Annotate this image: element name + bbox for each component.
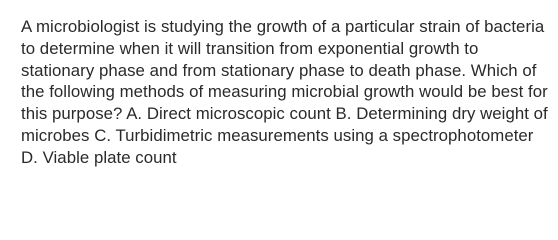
question-text: A microbiologist is studying the growth of a particular strain of bacteria to determine when it will transition from exponential growth to stationary phase and from stationary phase to death phase. Which of the following methods of measuring microbial growth would be best for this purpose? A. Direct microscopic count B. Determining dry weight of microbes C. Turbidimetric measurements using a spectrophotometer D. Viable plate count — [21, 17, 548, 167]
